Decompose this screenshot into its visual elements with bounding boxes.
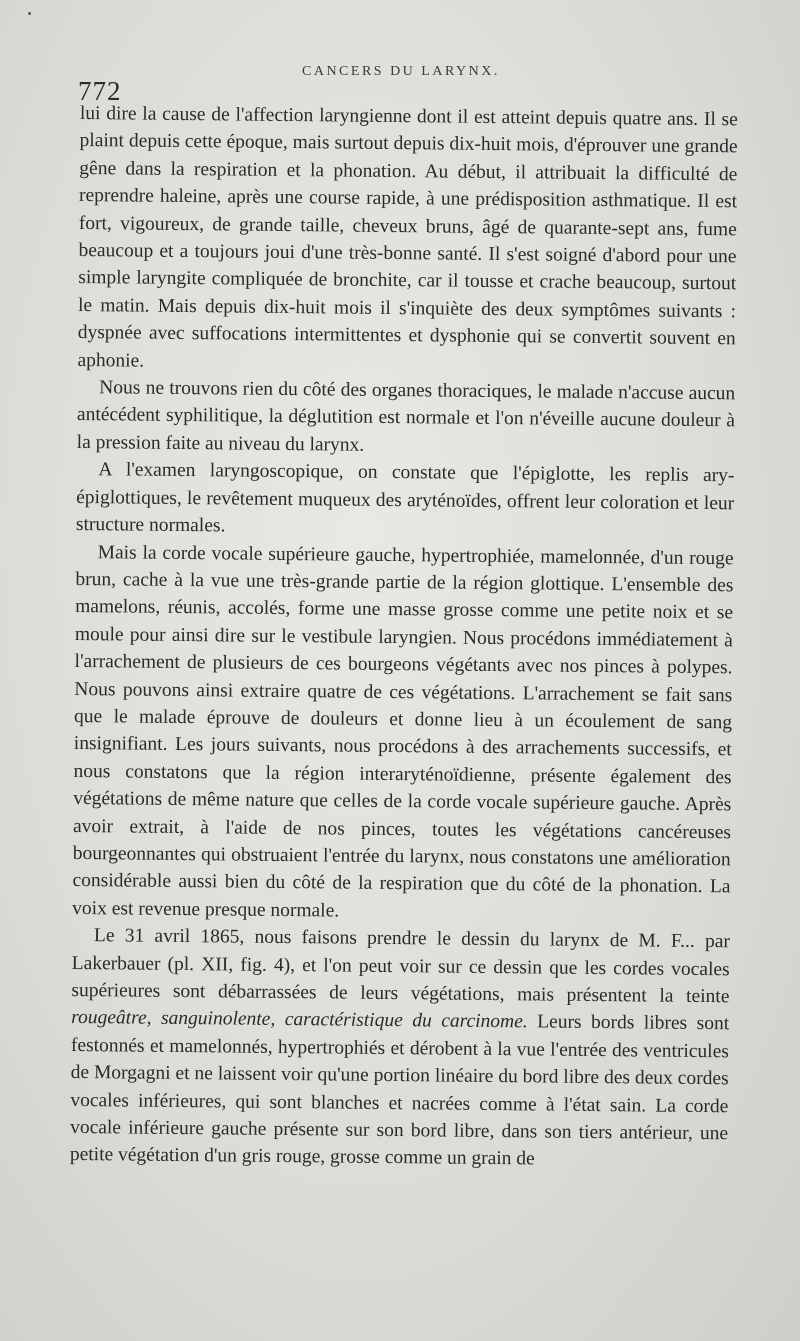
drawing-text-start: Le 31 avril 1865, nous faisons prendre le dessin du larynx de M. F... par Lakerbauer (pl. XII, fig. 4), et l'on peut voir sur ce dessin que les cordes vocales supérieures sont débarrassées de leurs végétations, mais présentent la teinte bbox=[71, 925, 731, 1008]
paragraph-patient-history: lui dire la cause de l'affection laryngienne dont il est atteint depuis quatre ans. Il se plaint depuis cette époque, mais surtout depuis dix-huit mois, d'éprouver une grande gêne dans la respiration et la phonation. Au début, il attribuait la difficulté de reprendre haleine, après une course rapide, à une prédisposition asthmatique. Il est fort, vigoureux, de grande taille, cheveux bruns, âgé de quarante-sept ans, fume beaucoup et a toujours joui d'une très-bonne santé. Il s'est soigné d'abord pour une simple laryngite compliquée de bronchite, car il tousse et crache beaucoup, surtout le matin. Mais depuis dix-huit mois il s'inquiète des deux symptômes suivants : dyspnée avec suffocations intermittentes et dysphonie qui se convertit souvent en aphonie. bbox=[77, 102, 738, 372]
drawing-text-italic: rougeâtre, sanguinolente, caractéristique du carcinome. bbox=[71, 1007, 528, 1033]
page-speck bbox=[28, 12, 31, 15]
drawing-text-end: Leurs bords libres sont festonnés et mamelonnés, hypertrophiés et dérobent à la vue l'entrée des ventricules de Morgagni et ne laissent voir qu'une portion linéaire du bord libre des deux cordes vocales inférieures, qui sont blanches et nacrées comme à l'état sain. La corde vocale inférieure gauche présente sur son bord libre, dans son tiers antérieur, une petite végétation d'un gris rouge, grosse comme un grain de bbox=[69, 1011, 730, 1170]
paragraph-vocal-cord: Mais la corde vocale supérieure gauche, hypertrophiée, mamelonnée, d'un rouge brun, cache à la vue une très-grande partie de la région glottique. L'ensemble des mamelons, réunis, accolés, forme une masse grosse comme une petite noix et se moule pour ainsi dire sur le vestibule laryngien. Nous procédons immédiatement à l'arrachement de plusieurs de ces bourgeons végétants avec nos pinces à polypes. Nous pouvons ainsi extraire quatre de ces végétations. L'arrachement se fait sans que le malade éprouve de douleurs et donne lieu à un écoulement de sang insignifiant. Les jours suivants, nous procédons à des arrachements successifs, et nous constatons que la région interaryténoïdienne, présente également des végétations de même nature que celles de la corde vocale supérieure gauche. Après avoir extrait, à l'aide de nos pinces, toutes les végétations cancéreuses bourgeonnantes qui obstruaient l'entrée du larynx, nous constatons une amélioration considérable aussi bien du côté de la respiration que du côté de la phonation. La voix est revenue presque normale. bbox=[72, 541, 734, 922]
page-number: 772 bbox=[78, 76, 122, 106]
body-text bbox=[70, 100, 738, 1175]
paragraph-laryngoscopy: A l'examen laryngoscopique, on constate que l'épiglotte, les replis ary-épiglottiques, le revêtement muqueux des aryténoïdes, offrent leur coloration et leur structure normales. bbox=[75, 459, 735, 537]
paragraph-examination: Nous ne trouvons rien du côté des organes thoraciques, le malade n'accuse aucun antécédent syphilitique, la déglutition est normale et l'on n'éveille aucune douleur à la pression faite au niveau du larynx. bbox=[76, 377, 736, 456]
running-head: CANCERS DU LARYNX. bbox=[302, 64, 500, 79]
paragraph-drawing bbox=[70, 922, 730, 1175]
page-header bbox=[78, 58, 768, 106]
